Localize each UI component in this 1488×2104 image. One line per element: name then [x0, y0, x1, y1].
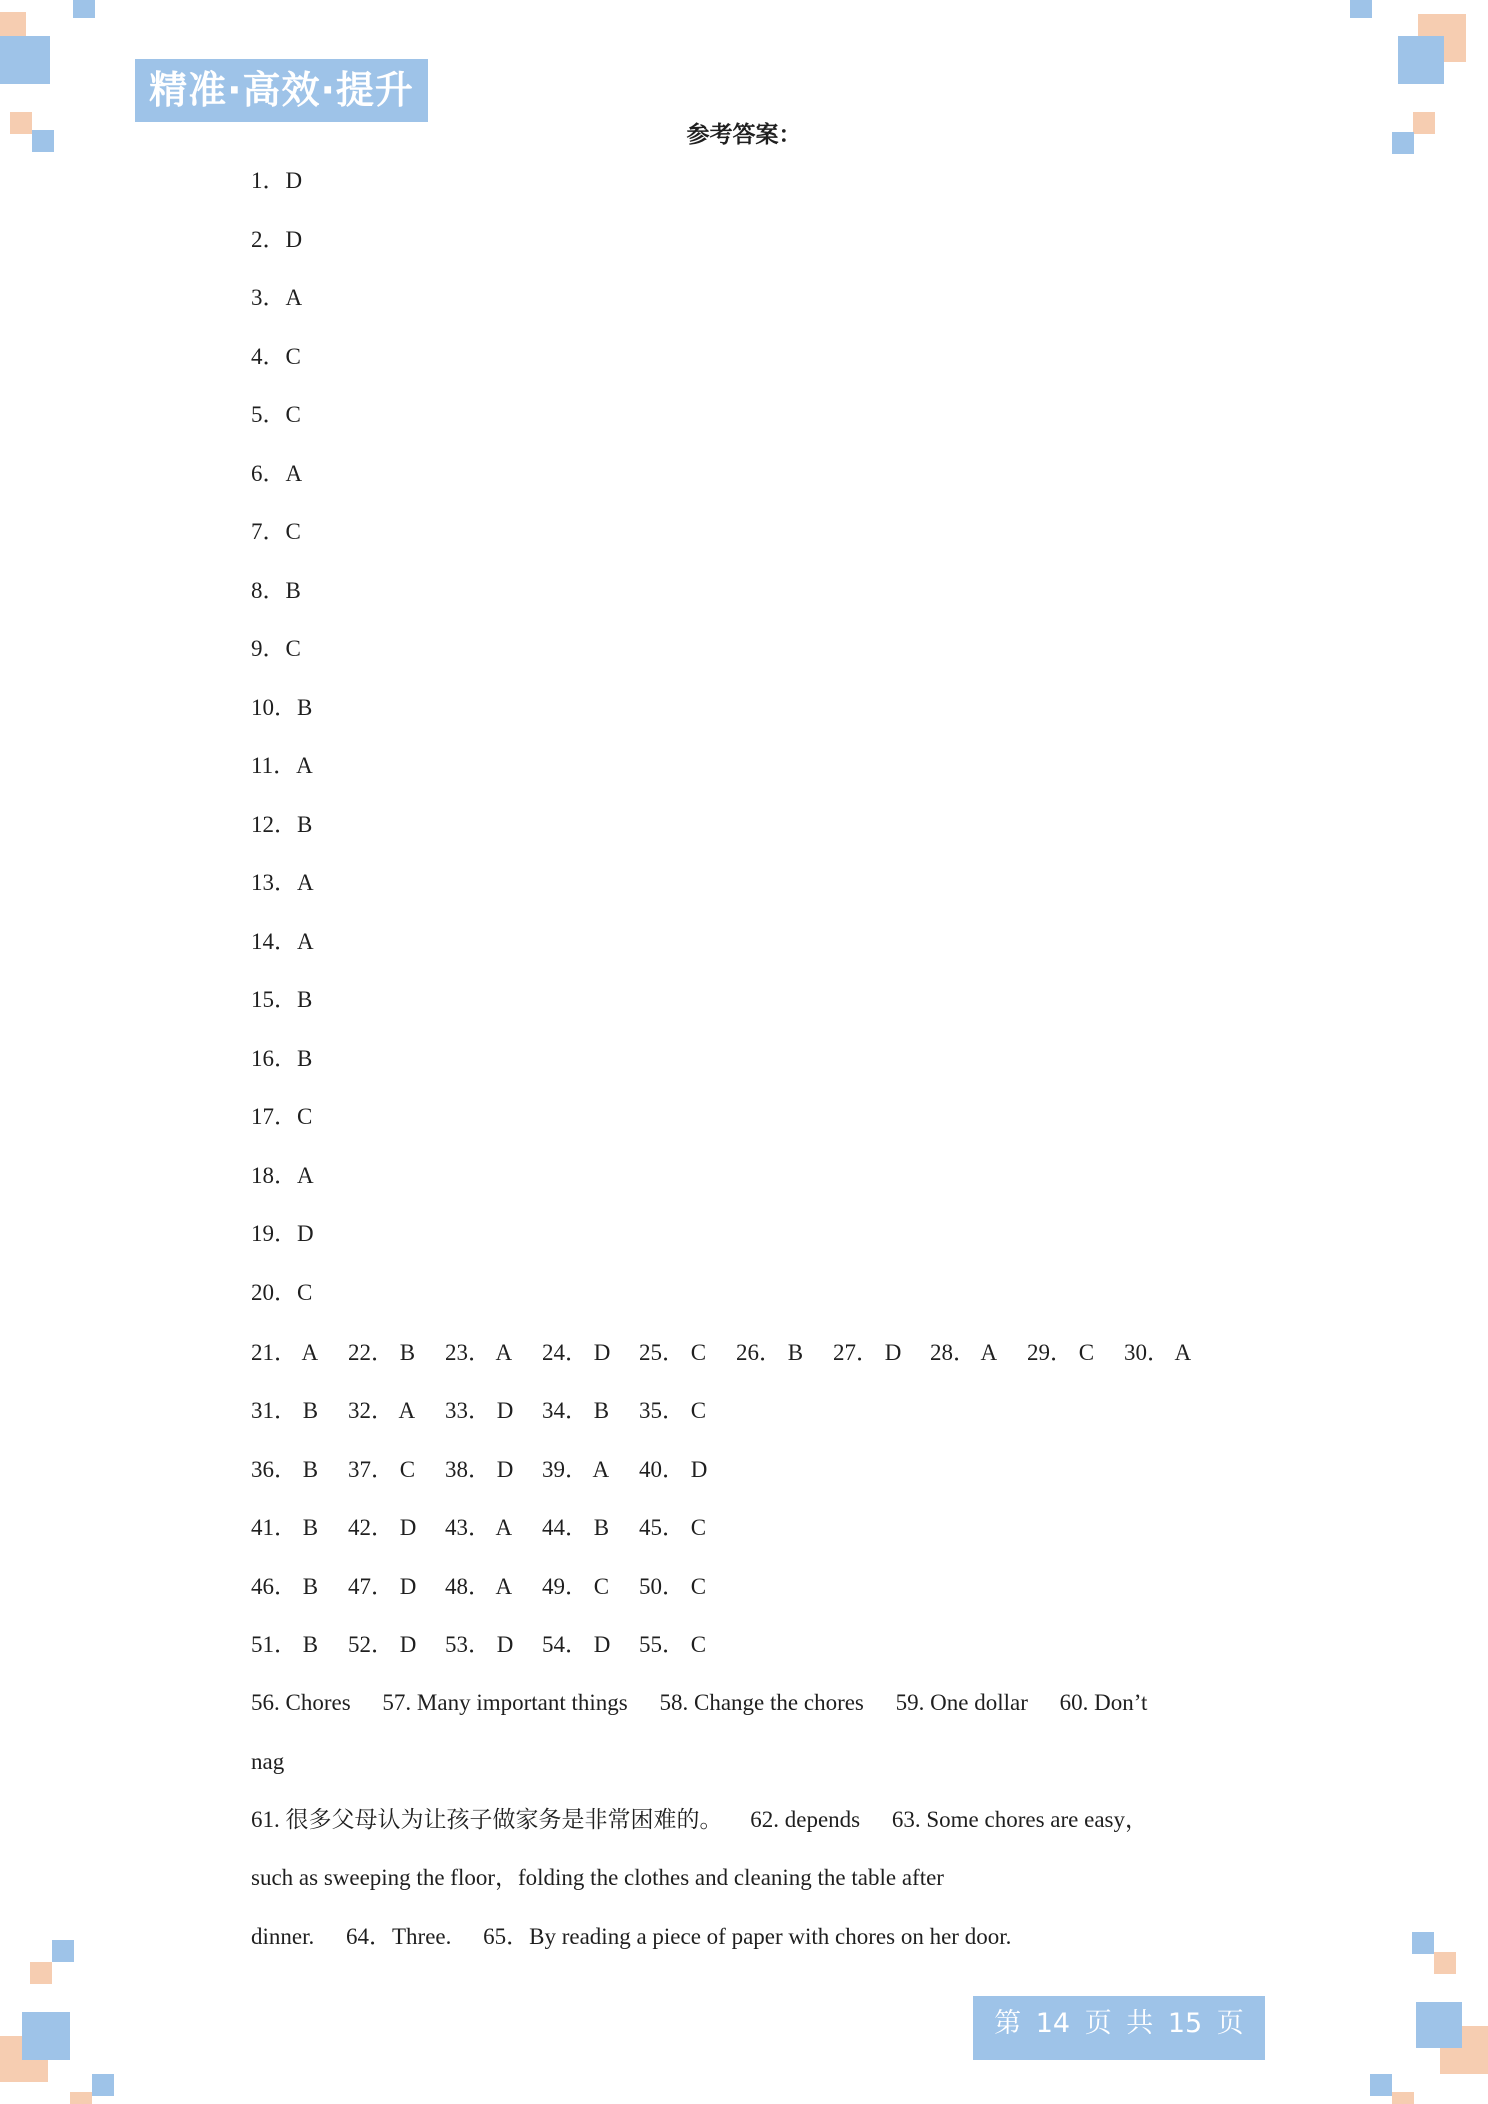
- decor-square: [1416, 2002, 1462, 2048]
- page-title: 参考答案：: [686, 122, 802, 148]
- decor-square: [22, 2012, 70, 2060]
- answer-line: [251, 1802, 1148, 1838]
- answer-65: 65．By reading a piece of paper with chores on her door.: [483, 1924, 1012, 1949]
- answer-item: [251, 1275, 314, 1334]
- answer-choice: B: [297, 1045, 313, 1071]
- answer-cell: 25． C: [639, 1340, 707, 1365]
- answer-57: 57. Many important things: [382, 1690, 628, 1715]
- answer-number: 9．: [251, 636, 286, 661]
- decor-square: [0, 36, 50, 84]
- answer-item: [251, 222, 314, 281]
- answer-cell: 27． D: [833, 1340, 902, 1365]
- answer-item: [251, 1041, 314, 1100]
- answer-number: 11．: [251, 753, 297, 778]
- answer-number: 4．: [251, 343, 286, 369]
- answer-item: [251, 573, 314, 632]
- answer-item: [251, 690, 314, 749]
- answer-item: [251, 397, 314, 456]
- answer-cell: 54． D: [542, 1632, 611, 1657]
- answer-number: 13．: [251, 870, 297, 895]
- answer-item: [251, 982, 314, 1041]
- answer-cell: 23． A: [445, 1340, 513, 1365]
- answer-cell: 46． B: [251, 1574, 319, 1599]
- answer-list: [251, 163, 314, 1333]
- answer-cell: 43． A: [445, 1515, 513, 1540]
- answer-cell: 35． C: [639, 1398, 707, 1423]
- answer-number: 20．: [251, 1279, 297, 1305]
- answer-cell: 52． D: [348, 1632, 417, 1657]
- answer-choice: A: [297, 1162, 314, 1188]
- answer-choice: B: [297, 694, 313, 720]
- answer-cell: 37． C: [348, 1457, 416, 1482]
- answer-choice: D: [285, 226, 303, 252]
- answer-line: [251, 1919, 1011, 1955]
- decor-square: [1350, 0, 1372, 18]
- answer-line: [251, 1860, 944, 1896]
- answer-cell: 21． A: [251, 1340, 319, 1365]
- answer-number: 16．: [251, 1045, 297, 1071]
- answer-cell: 41． B: [251, 1515, 319, 1540]
- answer-cell: 44． B: [542, 1515, 610, 1540]
- brand-banner: 精准·高效·提升: [135, 59, 428, 122]
- decor-square: [30, 1962, 52, 1984]
- answer-63-end: dinner.: [251, 1924, 315, 1949]
- answer-cell: 48． A: [445, 1574, 513, 1599]
- answer-number: 7．: [251, 519, 286, 544]
- answer-58: 58. Change the chores: [659, 1690, 864, 1715]
- answer-cell: 31． B: [251, 1398, 319, 1423]
- answer-61: 61. 很多父母认为让孩子做家务是非常困难的。: [251, 1807, 723, 1832]
- answer-item: [251, 807, 314, 866]
- answer-choice: C: [285, 636, 301, 661]
- decor-square: [1412, 1932, 1434, 1954]
- decor-square: [1392, 2092, 1414, 2104]
- answer-63-continued: such as sweeping the floor，folding the clothes and cleaning the table after: [251, 1865, 944, 1890]
- answer-cell: 39． A: [542, 1457, 610, 1482]
- answer-number: 14．: [251, 928, 297, 954]
- decor-square: [73, 0, 95, 18]
- answer-choice: C: [297, 1279, 313, 1305]
- page-number: 第 14 页 共 15 页: [973, 1996, 1265, 2060]
- answer-choice: A: [285, 285, 303, 310]
- answer-item: [251, 924, 314, 983]
- answer-item: [251, 631, 314, 690]
- answer-row: [251, 1569, 736, 1605]
- answer-cell: 28． A: [930, 1340, 998, 1365]
- decor-square: [1434, 1952, 1456, 1974]
- answer-number: 2．: [251, 226, 286, 252]
- answer-56: 56. Chores: [251, 1690, 351, 1715]
- answer-item: [251, 456, 314, 515]
- answer-row: [251, 1510, 736, 1546]
- decor-square: [70, 2092, 92, 2104]
- answer-64: 64．Three.: [346, 1924, 452, 1949]
- answer-63: 63. Some chores are easy，: [891, 1807, 1148, 1832]
- decor-square: [52, 1940, 74, 1962]
- answer-59: 59. One dollar: [895, 1690, 1028, 1715]
- answer-cell: 42． D: [348, 1515, 417, 1540]
- answer-number: 8．: [251, 577, 286, 603]
- answer-number: 15．: [251, 987, 297, 1012]
- answer-cell: 50． C: [639, 1574, 707, 1599]
- answer-choice: B: [285, 577, 301, 603]
- answer-cell: 30． A: [1124, 1340, 1192, 1365]
- answer-cell: 45． C: [639, 1515, 707, 1540]
- answer-line: [251, 1744, 284, 1780]
- answer-cell: 55． C: [639, 1632, 707, 1657]
- answer-number: 10．: [251, 694, 297, 720]
- answer-item: [251, 163, 314, 222]
- answer-cell: 22． B: [348, 1340, 416, 1365]
- answer-number: 19．: [251, 1221, 297, 1246]
- answer-cell: 40． D: [639, 1457, 708, 1482]
- answer-cell: 26． B: [736, 1340, 804, 1365]
- answer-choice: C: [285, 402, 301, 427]
- decor-square: [92, 2074, 114, 2096]
- answer-choice: A: [296, 753, 313, 778]
- answer-choice: C: [297, 1104, 313, 1129]
- answer-cell: 29． C: [1027, 1340, 1095, 1365]
- answer-cell: 53． D: [445, 1632, 514, 1657]
- decor-square: [0, 12, 26, 38]
- answer-cell: 33． D: [445, 1398, 514, 1423]
- answer-cell: 24． D: [542, 1340, 611, 1365]
- answer-item: [251, 280, 314, 339]
- answer-item: [251, 514, 314, 573]
- answer-choice: B: [297, 987, 313, 1012]
- answer-line: [251, 1685, 1147, 1721]
- answer-choice: B: [297, 811, 313, 837]
- answer-number: 17．: [251, 1104, 297, 1129]
- answer-item: [251, 748, 314, 807]
- answer-number: 18．: [251, 1162, 297, 1188]
- answer-number: 12．: [251, 811, 297, 837]
- answer-choice: A: [297, 928, 314, 954]
- answer-item: [251, 339, 314, 398]
- answer-choice: D: [285, 168, 303, 193]
- answer-number: 5．: [251, 402, 286, 427]
- answer-choice: A: [297, 870, 314, 895]
- answer-62: 62. depends: [750, 1807, 861, 1832]
- answer-row: [251, 1627, 736, 1663]
- answer-cell: 51． B: [251, 1632, 319, 1657]
- answer-item: [251, 1099, 314, 1158]
- answer-choice: D: [297, 1221, 314, 1246]
- answer-60: 60. Don’t: [1059, 1690, 1148, 1715]
- answer-number: 1．: [251, 168, 286, 193]
- answer-item: [251, 1216, 314, 1275]
- answer-cell: 47． D: [348, 1574, 417, 1599]
- answer-number: 6．: [251, 460, 286, 486]
- answer-cell: 36． B: [251, 1457, 319, 1482]
- answer-row: [251, 1452, 736, 1488]
- answer-60-continued: nag: [251, 1749, 285, 1774]
- answer-choice: A: [285, 460, 303, 486]
- answer-item: [251, 865, 314, 924]
- answer-number: 3．: [251, 285, 286, 310]
- answer-cell: 38． D: [445, 1457, 514, 1482]
- answer-choice: C: [285, 519, 301, 544]
- answer-row: [251, 1335, 1221, 1371]
- answer-row: [251, 1393, 736, 1429]
- answer-choice: C: [285, 343, 301, 369]
- answer-cell: 34． B: [542, 1398, 610, 1423]
- answer-cell: 32． A: [348, 1398, 416, 1423]
- answer-item: [251, 1158, 314, 1217]
- decor-square: [1370, 2074, 1392, 2096]
- decor-square: [1398, 36, 1444, 84]
- answer-cell: 49． C: [542, 1574, 610, 1599]
